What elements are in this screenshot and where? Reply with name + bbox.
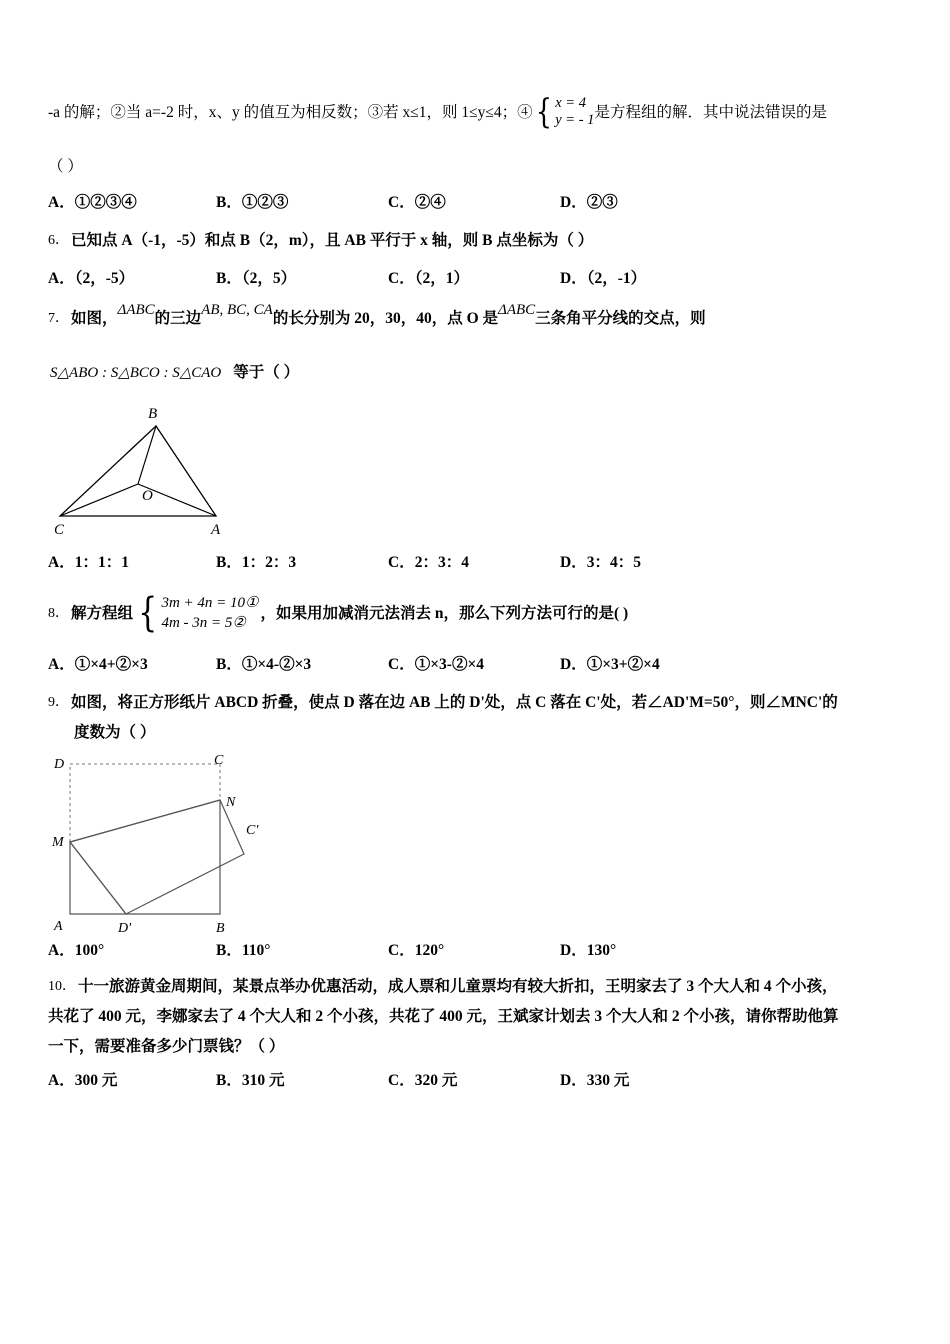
q7-option-b[interactable]: B．1：2：3 [216,554,297,571]
q6-text: 已知点 A（‑1，‑5）和点 B（2，m），且 AB 平行于 x 轴，则 B 点坐标为（ ） [71,232,594,249]
q7-text-3: 的长分别为 20，30，40，点 O 是 [272,310,499,327]
q7-option-c[interactable]: C．2：3：4 [388,554,469,571]
q9-figure [48,754,908,934]
q6-option-d[interactable]: D．（2，‑1） [560,270,647,287]
q6-number: 6． [48,233,69,248]
q7-sides: AB, BC, CA [201,302,273,318]
q5-option-d[interactable]: D．②③ [560,194,618,211]
q8-text-1: 解方程组 [71,605,134,622]
question-6 [48,226,908,256]
q7-ratio-line [48,358,908,388]
svg-text:C: C [54,522,65,538]
q10-line1: 十一旅游黄金周期间，某景点举办优惠活动，成人票和儿童票均有较大折扣，王明家去了 3 个大人和 4 个小孩， [78,978,838,995]
svg-text:C': C' [246,823,259,838]
q10-options [48,1068,908,1090]
q7-text-4: 三条角平分线的交点，则 [535,310,706,327]
q7-figure [48,404,908,544]
svg-text:B: B [216,921,225,934]
q9-option-b[interactable]: B．110° [216,942,271,959]
q8-system-rows [161,593,258,633]
svg-text:M: M [52,835,64,850]
q10-line3: 一下，需要准备多少门票钱？（ ） [48,1038,285,1055]
svg-text:D': D' [118,921,132,934]
question-10 [48,972,908,1002]
q10-line2: 共花了 400 元，李娜家去了 4 个大人和 2 个小孩，共花了 400 元，王斌家计划去 3 个大人和 2 个小孩，请你帮助他算 [48,1008,839,1025]
q6-option-c[interactable]: C．（2，1） [388,270,469,287]
q9-line2: 度数为（ ） [74,724,156,741]
question-8 [48,590,908,636]
q8-text-2: ，如果用加减消元法消去 n，那么下列方法可行的是( ) [260,605,629,622]
q5-system-line2: y = - 1 [555,112,595,128]
page-content [48,92,908,1096]
q8-eq2: 4m - 3n = 5② [161,615,246,631]
q10-option-c[interactable]: C．320 元 [388,1072,458,1089]
svg-text:A: A [54,919,63,934]
q9-option-d[interactable]: D．130° [560,942,617,959]
question-5-tail [48,92,908,132]
q8-system [135,590,259,636]
q5-options [48,190,908,212]
q7-text-2: 的三边 [154,310,202,327]
q6-option-a[interactable]: A．（2，‑5） [48,270,135,287]
q5-option-a[interactable]: A．①②③④ [48,194,137,211]
q5-system-line1: x = 4 [555,95,586,111]
left-brace-icon: { [535,92,552,132]
q9-number: 9． [48,695,69,710]
q5-tail-prefix: ‑a 的解；②当 a=‑2 时，x、y 的值互为相反数；③若 x≤1，则 1≤y≤4；④ [48,104,533,121]
q8-number: 8． [48,606,69,621]
question-7 [48,304,908,334]
q5-system-rows [555,95,594,129]
question-9 [48,688,908,718]
q6-options [48,266,908,288]
q8-options [48,652,908,674]
q9-folded-square-svg [48,754,348,934]
q10-option-d[interactable]: D．330 元 [560,1072,630,1089]
q6-option-b[interactable]: B．（2，5） [216,270,297,287]
svg-text:O: O [142,488,153,504]
q10-option-a[interactable]: A．300 元 [48,1072,118,1089]
q7-option-a[interactable]: A．1：1：1 [48,554,129,571]
q10-option-b[interactable]: B．310 元 [216,1072,285,1089]
q8-eq1: 3m + 4n = 10① [161,595,259,611]
svg-text:N: N [226,795,236,810]
q9-option-c[interactable]: C．120° [388,942,445,959]
q7-option-d[interactable]: D．3：4：5 [560,554,641,571]
svg-text:B: B [148,406,158,422]
q9-option-a[interactable]: A．100° [48,942,105,959]
q7-triangle-abc-2: ΔABC [498,302,536,318]
q5-tail-suffix: 是方程组的解．其中说法错误的是 [594,104,827,121]
q5-paren: （ ） [48,158,83,175]
q7-options [48,550,908,572]
q7-number: 7． [48,311,69,326]
svg-text:C: C [214,754,224,768]
q8-option-d[interactable]: D．①×3+②×4 [560,656,660,673]
q9-line1: 如图，将正方形纸片 ABCD 折叠，使点 D 落在边 AB 上的 D'处，点 C 落在 C'处，若∠AD'M=50°，则∠MNC'的 [71,694,838,711]
q8-option-b[interactable]: B．①×4-②×3 [216,656,312,673]
q7-area-ratio: S△ABO : S△BCO : S△CAO [50,365,222,381]
q5-system [533,92,595,132]
svg-text:A: A [211,522,221,538]
q8-option-c[interactable]: C．①×3-②×4 [388,656,485,673]
q8-option-a[interactable]: A．①×4+②×3 [48,656,148,673]
q10-number: 10． [48,979,76,994]
q5-option-c[interactable]: C．②④ [388,194,446,211]
q7-triangle-abc-1: ΔABC [117,302,155,318]
q5-option-b[interactable]: B．①②③ [216,194,289,211]
q7-triangle-svg [48,404,308,544]
q9-options [48,938,908,960]
svg-text:D: D [54,757,65,772]
q7-text-5: 等于（ ） [233,364,300,381]
q7-text-1: 如图， [71,310,118,327]
left-brace-icon: { [138,590,158,636]
